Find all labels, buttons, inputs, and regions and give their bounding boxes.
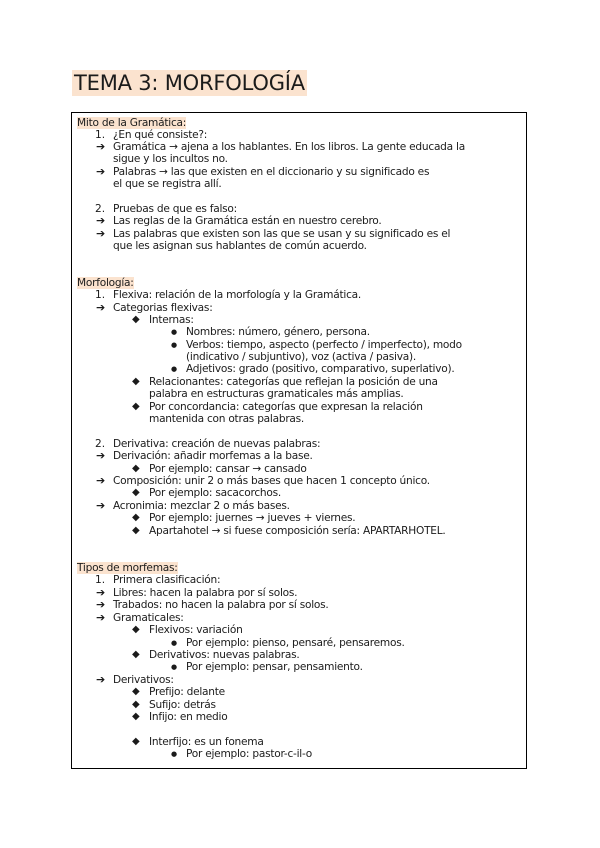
diamond-bullet-icon: ◆ xyxy=(132,736,140,747)
list-item: Primera clasificación: xyxy=(113,574,221,586)
diamond-bullet-icon: ◆ xyxy=(132,711,140,722)
list-item: Relacionantes: categorías que reflejan la posición de una xyxy=(149,376,438,388)
dot-bullet-icon: ● xyxy=(171,365,178,373)
list-item: Las reglas de la Gramática están en nuestro cerebro. xyxy=(113,215,382,227)
arrow-bullet-icon: ➔ xyxy=(96,598,106,611)
dot-bullet-icon: ● xyxy=(171,663,178,671)
diamond-bullet-icon: ◆ xyxy=(132,512,140,523)
list-item: Derivativos: xyxy=(113,674,174,686)
list-item: Por ejemplo: juernes → jueves + viernes. xyxy=(149,512,356,524)
diamond-bullet-icon: ◆ xyxy=(132,401,140,412)
list-item: Por ejemplo: pienso, pensaré, pensaremos. xyxy=(186,637,405,649)
list-item: que les asignan sus hablantes de común acuerdo. xyxy=(113,240,367,252)
list-item: ¿En qué consiste?: xyxy=(113,129,208,141)
diamond-bullet-icon: ◆ xyxy=(132,649,140,660)
list-item: Pruebas de que es falso: xyxy=(113,203,237,215)
arrow-bullet-icon: ➔ xyxy=(96,227,106,240)
list-item: Gramática → ajena a los hablantes. En los libros. La gente educada la xyxy=(113,141,465,153)
list-item: (indicativo / subjuntivo), voz (activa / pasiva). xyxy=(186,351,416,363)
list-item: Infijo: en medio xyxy=(149,711,228,723)
number-marker: 2. xyxy=(95,203,106,215)
list-item: Composición: unir 2 o más bases que hacen 1 concepto único. xyxy=(113,475,430,487)
diamond-bullet-icon: ◆ xyxy=(132,487,140,498)
list-item: Prefijo: delante xyxy=(149,686,225,698)
list-item: sigue y los incultos no. xyxy=(113,153,228,165)
list-item: Categorias flexivas: xyxy=(113,302,213,314)
diamond-bullet-icon: ◆ xyxy=(132,463,140,474)
arrow-bullet-icon: ➔ xyxy=(96,474,106,487)
list-item: Interfijo: es un fonema xyxy=(149,736,264,748)
list-item: Adjetivos: grado (positivo, comparativo, superlativo). xyxy=(186,363,455,375)
list-item: mantenida con otras palabras. xyxy=(149,413,305,425)
diamond-bullet-icon: ◆ xyxy=(132,376,140,387)
list-item: Acronimia: mezclar 2 o más bases. xyxy=(113,500,290,512)
section-heading-mito: Mito de la Gramática: xyxy=(77,117,187,129)
diamond-bullet-icon: ◆ xyxy=(132,686,140,697)
list-item: Nombres: número, género, persona. xyxy=(186,326,370,338)
list-item: Internas: xyxy=(149,314,194,326)
list-item: palabra en estructuras gramaticales más amplias. xyxy=(149,388,404,400)
dot-bullet-icon: ● xyxy=(171,639,178,647)
list-item: Flexivos: variación xyxy=(149,624,243,636)
number-marker: 1. xyxy=(95,574,106,586)
diamond-bullet-icon: ◆ xyxy=(132,525,140,536)
diamond-bullet-icon: ◆ xyxy=(132,314,140,325)
list-item: Libres: hacen la palabra por sí solos. xyxy=(113,587,298,599)
list-item: Flexiva: relación de la morfología y la Gramática. xyxy=(113,289,362,301)
list-item: el que se registra allí. xyxy=(113,178,222,190)
list-item: Por ejemplo: cansar → cansado xyxy=(149,463,307,475)
list-item: Derivativa: creación de nuevas palabras: xyxy=(113,438,321,450)
arrow-bullet-icon: ➔ xyxy=(96,165,106,178)
arrow-bullet-icon: ➔ xyxy=(96,586,106,599)
list-item: Gramaticales: xyxy=(113,612,184,624)
arrow-bullet-icon: ➔ xyxy=(96,140,106,153)
diamond-bullet-icon: ◆ xyxy=(132,624,140,635)
arrow-bullet-icon: ➔ xyxy=(96,449,106,462)
arrow-bullet-icon: ➔ xyxy=(96,214,106,227)
list-item: Por concordancia: categorías que expresan la relación xyxy=(149,401,423,413)
section-heading-morfologia: Morfología: xyxy=(77,277,134,289)
number-marker: 2. xyxy=(95,438,106,450)
list-item: Palabras → las que existen en el diccionario y su significado es xyxy=(113,166,430,178)
list-item: Verbos: tiempo, aspecto (perfecto / imperfecto), modo xyxy=(186,339,462,351)
page-title: TEMA 3: MORFOLOGÍA xyxy=(74,71,305,95)
dot-bullet-icon: ● xyxy=(171,341,178,349)
list-item: Sufijo: detrás xyxy=(149,699,216,711)
dot-bullet-icon: ● xyxy=(171,328,178,336)
section-heading-tipos: Tipos de morfemas: xyxy=(77,562,178,574)
list-item: Apartahotel → si fuese composición sería: APARTARHOTEL. xyxy=(149,525,446,537)
dot-bullet-icon: ● xyxy=(171,750,178,758)
list-item: Derivativos: nuevas palabras. xyxy=(149,649,300,661)
number-marker: 1. xyxy=(95,289,106,301)
arrow-bullet-icon: ➔ xyxy=(96,301,106,314)
number-marker: 1. xyxy=(95,129,106,141)
list-item: Derivación: añadir morfemas a la base. xyxy=(113,450,313,462)
list-item: Por ejemplo: pastor-c-il-o xyxy=(186,748,313,760)
list-item: Trabados: no hacen la palabra por sí solos. xyxy=(113,599,329,611)
arrow-bullet-icon: ➔ xyxy=(96,499,106,512)
list-item: Por ejemplo: sacacorchos. xyxy=(149,487,282,499)
arrow-bullet-icon: ➔ xyxy=(96,611,106,624)
arrow-bullet-icon: ➔ xyxy=(96,673,106,686)
list-item: Por ejemplo: pensar, pensamiento. xyxy=(186,661,363,673)
diamond-bullet-icon: ◆ xyxy=(132,699,140,710)
list-item: Las palabras que existen son las que se usan y su significado es el xyxy=(113,228,451,240)
